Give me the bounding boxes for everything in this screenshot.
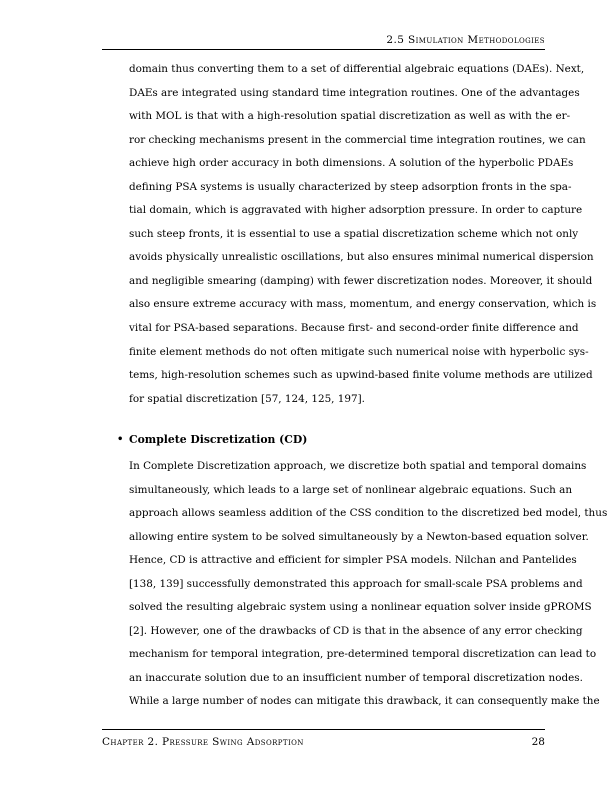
text-line: In Complete Discretization approach, we discretize both spatial and temporal domains (129, 460, 587, 472)
footer-rule (102, 729, 545, 730)
bullet-heading (117, 433, 307, 446)
text-line: DAEs are integrated using standard time integration routines. One of the advantages (129, 86, 580, 99)
text-line: avoids physically unrealistic oscillations, but also ensures minimal numerical dispersion (129, 251, 594, 264)
text-line: [2]. However, one of the drawbacks of CD is that in the absence of any error checking (129, 624, 583, 637)
text-line: tems, high-resolution schemes such as upwind-based finite volume methods are utilized (129, 369, 593, 382)
text-line: for spatial discretization [57, 124, 125, 197]. (129, 392, 365, 405)
text-line: While a large number of nodes can mitigate this drawback, it can consequently make the (129, 695, 600, 708)
text-line: tial domain, which is aggravated with higher adsorption pressure. In order to capture (129, 204, 583, 217)
bullet-icon: • (117, 434, 124, 445)
paragraph-cd (129, 455, 608, 714)
text-line: solved the resulting algebraic system using a nonlinear equation solver inside gPROMS (129, 601, 592, 614)
text-line: approach allows seamless addition of the CSS condition to the discretized bed model, thus (129, 507, 608, 520)
text-line: vital for PSA-based separations. Because first- and second-order finite difference and (129, 322, 579, 335)
running-header (102, 34, 545, 50)
footer-chapter-title: Chapter 2. Pressure Swing Adsorption (102, 736, 304, 748)
text-line: and negligible smearing (damping) with fewer discretization nodes. Moreover, it should (129, 274, 593, 287)
paragraph-mol (129, 58, 597, 411)
text-line: an inaccurate solution due to an insufficient number of temporal discretization nodes. (129, 671, 583, 684)
text-line: also ensure extreme accuracy with mass, momentum, and energy conservation, which is (129, 298, 597, 311)
text-line: domain thus converting them to a set of differential algebraic equations (DAEs). Next, (129, 63, 585, 75)
text-line: ror checking mechanisms present in the commercial time integration routines, we can (129, 133, 586, 146)
text-line: defining PSA systems is usually characterized by steep adsorption fronts in the spa- (129, 180, 572, 193)
bullet-title: Complete Discretization (CD) (129, 433, 308, 446)
text-line: achieve high order accuracy in both dimensions. A solution of the hyperbolic PDAEs (129, 157, 574, 170)
text-line: Hence, CD is attractive and efficient for simpler PSA models. Nilchan and Pantelides (129, 554, 577, 567)
header-section-title: 2.5 Simulation Methodologies (386, 34, 545, 46)
text-line: finite element methods do not often mitigate such numerical noise with hyperbolic sys- (129, 345, 589, 358)
text-line: simultaneously, which leads to a large set of nonlinear algebraic equations. Such an (129, 483, 573, 496)
page-number: 28 (531, 736, 545, 748)
text-line: [138, 139] successfully demonstrated this approach for small-scale PSA problems and (129, 577, 583, 590)
text-line: allowing entire system to be solved simultaneously by a Newton-based equation solver. (129, 530, 589, 543)
text-line: such steep fronts, it is essential to use a spatial discretization scheme which not only (129, 227, 579, 240)
text-line: with MOL is that with a high-resolution spatial discretization as well as with the er- (129, 110, 571, 123)
text-line: mechanism for temporal integration, pre-determined temporal discretization can lead to (129, 648, 597, 661)
